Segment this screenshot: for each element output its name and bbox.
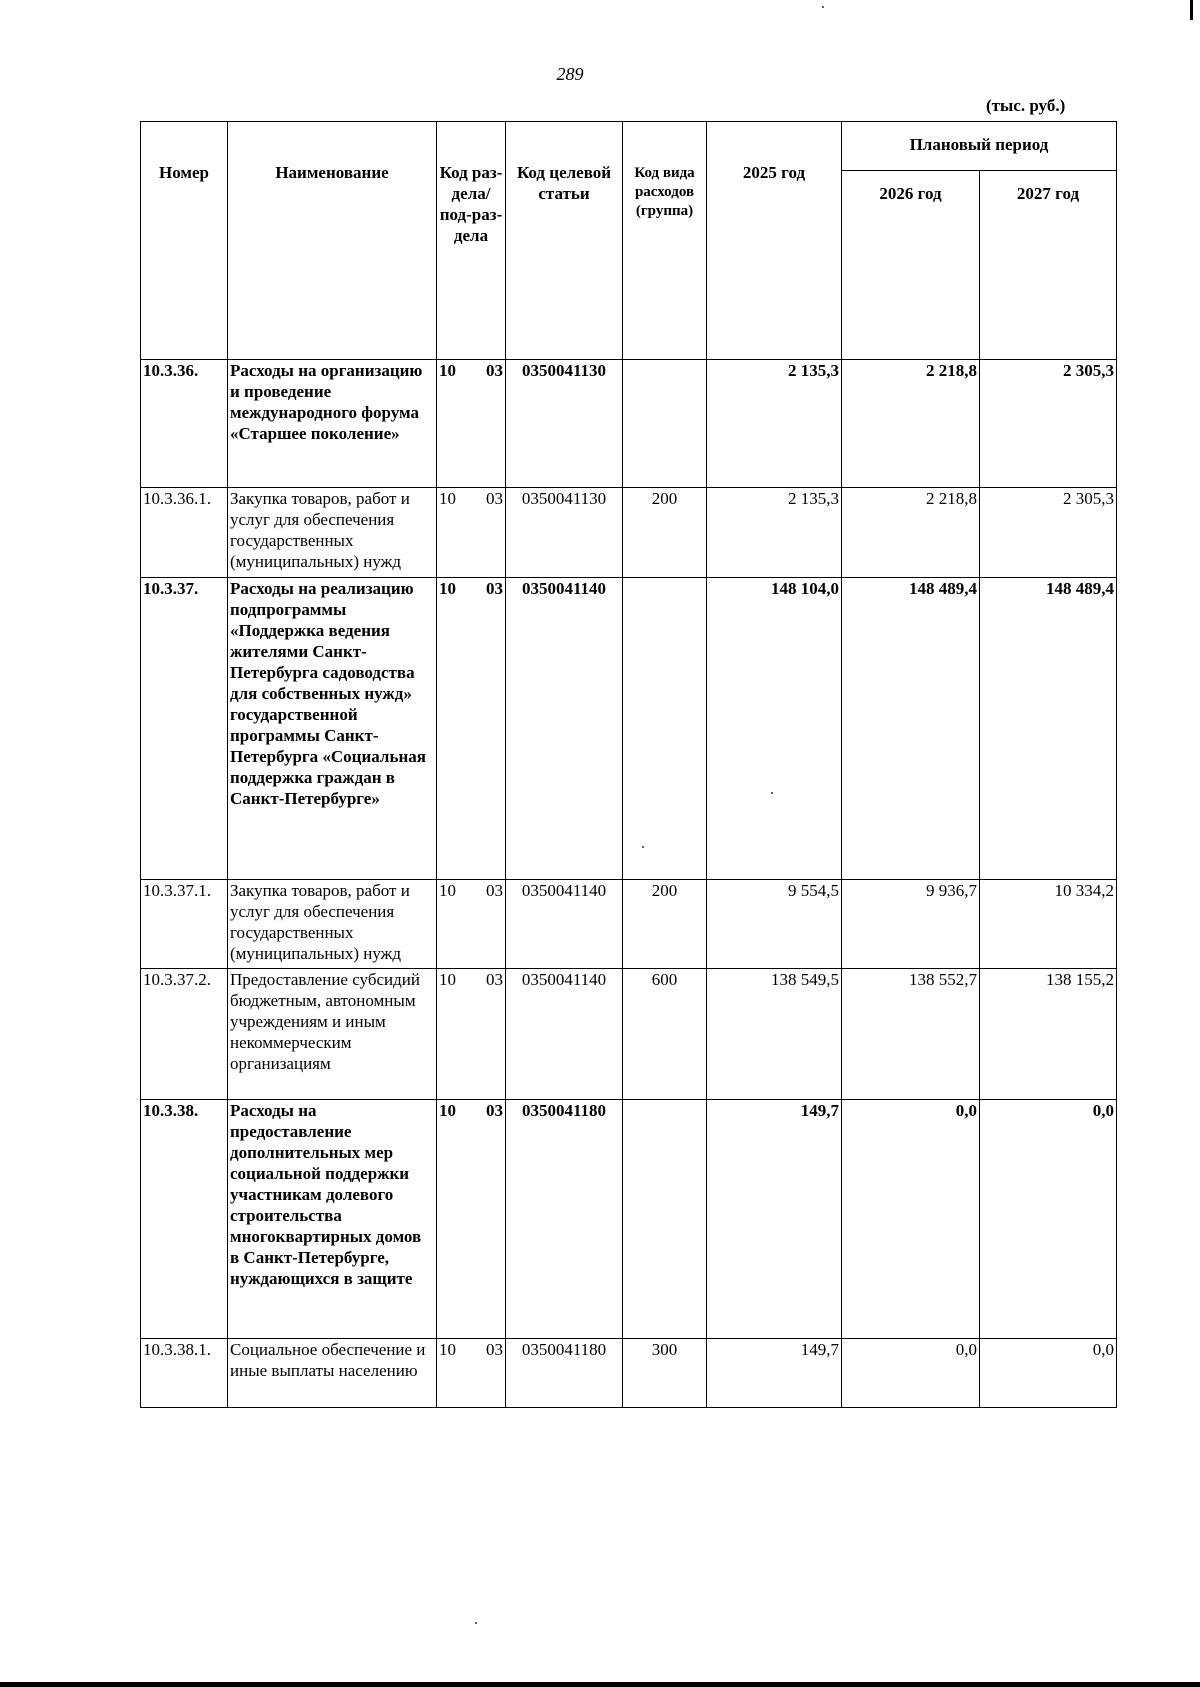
row-number: 10.3.37. bbox=[141, 578, 228, 880]
row-expense-type: 300 bbox=[623, 1339, 707, 1408]
table-row bbox=[141, 1100, 1117, 1339]
header-expense-type-code: Код вида расходов (группа) bbox=[623, 122, 707, 360]
row-name: Предоставление субсидий бюджетным, автономным учреждениям и иным некоммерческим организациям bbox=[228, 969, 437, 1100]
row-value-2026: 138 552,7 bbox=[842, 969, 980, 1100]
row-section: 10 bbox=[439, 1340, 456, 1359]
table-body bbox=[141, 360, 1117, 1408]
row-value-2026: 148 489,4 bbox=[842, 578, 980, 880]
row-value-2027: 2 305,3 bbox=[980, 360, 1117, 488]
row-value-2026: 0,0 bbox=[842, 1100, 980, 1339]
row-section-code bbox=[437, 360, 506, 488]
row-value-2026: 9 936,7 bbox=[842, 880, 980, 969]
row-value-2027: 148 489,4 bbox=[980, 578, 1117, 880]
row-value-2025: 149,7 bbox=[707, 1339, 842, 1408]
budget-table bbox=[140, 121, 1117, 1408]
row-value-2026: 0,0 bbox=[842, 1339, 980, 1408]
row-section-code bbox=[437, 488, 506, 578]
header-number: Номер bbox=[141, 122, 228, 360]
row-name: Социальное обеспечение и иные выплаты населению bbox=[228, 1339, 437, 1408]
row-section: 10 bbox=[439, 579, 456, 598]
row-target-code: 0350041140 bbox=[506, 578, 623, 880]
table-row bbox=[141, 360, 1117, 488]
row-value-2025: 138 549,5 bbox=[707, 969, 842, 1100]
row-number: 10.3.36. bbox=[141, 360, 228, 488]
row-section: 10 bbox=[439, 1101, 456, 1120]
row-value-2026: 2 218,8 bbox=[842, 488, 980, 578]
header-year-2026: 2026 год bbox=[842, 171, 980, 360]
row-section: 10 bbox=[439, 881, 456, 900]
header-section-code: Код раз-дела/ под-раз-дела bbox=[437, 122, 506, 360]
row-value-2025: 2 135,3 bbox=[707, 360, 842, 488]
row-subsection: 03 bbox=[486, 970, 503, 989]
row-expense-type: 600 bbox=[623, 969, 707, 1100]
scan-speck bbox=[475, 1622, 477, 1624]
row-section-code bbox=[437, 1339, 506, 1408]
row-target-code: 0350041130 bbox=[506, 488, 623, 578]
units-label: (тыс. руб.) bbox=[986, 96, 1066, 115]
row-value-2025: 9 554,5 bbox=[707, 880, 842, 969]
header-year-2027: 2027 год bbox=[980, 171, 1117, 360]
row-expense-type: 200 bbox=[623, 488, 707, 578]
row-number: 10.3.36.1. bbox=[141, 488, 228, 578]
header-plan-period: Плановый период bbox=[842, 122, 1117, 171]
row-value-2027: 2 305,3 bbox=[980, 488, 1117, 578]
row-value-2027: 10 334,2 bbox=[980, 880, 1117, 969]
row-value-2025: 148 104,0 bbox=[707, 578, 842, 880]
row-target-code: 0350041180 bbox=[506, 1339, 623, 1408]
row-value-2027: 0,0 bbox=[980, 1100, 1117, 1339]
row-value-2025: 149,7 bbox=[707, 1100, 842, 1339]
row-value-2025: 2 135,3 bbox=[707, 488, 842, 578]
table-row bbox=[141, 1339, 1117, 1408]
table-row bbox=[141, 969, 1117, 1100]
row-section-code bbox=[437, 578, 506, 880]
row-target-code: 0350041140 bbox=[506, 880, 623, 969]
row-subsection: 03 bbox=[486, 881, 503, 900]
header-year-2025: 2025 год bbox=[707, 122, 842, 360]
row-expense-type bbox=[623, 360, 707, 488]
row-target-code: 0350041130 bbox=[506, 360, 623, 488]
row-subsection: 03 bbox=[486, 1101, 503, 1120]
row-section-code bbox=[437, 880, 506, 969]
row-subsection: 03 bbox=[486, 489, 503, 508]
row-name: Закупка товаров, работ и услуг для обеспечения государственных (муниципальных) нужд bbox=[228, 880, 437, 969]
row-section: 10 bbox=[439, 361, 456, 380]
row-number: 10.3.38.1. bbox=[141, 1339, 228, 1408]
header-name: Наименование bbox=[228, 122, 437, 360]
row-expense-type bbox=[623, 578, 707, 880]
row-subsection: 03 bbox=[486, 1340, 503, 1359]
row-section: 10 bbox=[439, 489, 456, 508]
row-number: 10.3.37.1. bbox=[141, 880, 228, 969]
row-expense-type: 200 bbox=[623, 880, 707, 969]
row-number: 10.3.38. bbox=[141, 1100, 228, 1339]
scan-edge-mark bbox=[1190, 0, 1193, 20]
row-section-code bbox=[437, 1100, 506, 1339]
row-number: 10.3.37.2. bbox=[141, 969, 228, 1100]
row-target-code: 0350041140 bbox=[506, 969, 623, 1100]
row-subsection: 03 bbox=[486, 361, 503, 380]
row-name: Расходы на реализацию подпрограммы «Поддержка ведения жителями Санкт-Петербурга садоводства для собственных нужд» государственной программы Санкт-Петербурга «Социальная поддержка граждан в Санкт-Петербурге» bbox=[228, 578, 437, 880]
row-section: 10 bbox=[439, 970, 456, 989]
row-value-2026: 2 218,8 bbox=[842, 360, 980, 488]
table-row bbox=[141, 488, 1117, 578]
scan-bottom-border bbox=[0, 1682, 1200, 1687]
page-number: 289 bbox=[556, 64, 584, 84]
row-name: Расходы на организацию и проведение международного форума «Старшее поколение» bbox=[228, 360, 437, 488]
row-section-code bbox=[437, 969, 506, 1100]
scan-speck bbox=[822, 6, 824, 8]
table-header bbox=[141, 122, 1117, 360]
row-value-2027: 0,0 bbox=[980, 1339, 1117, 1408]
header-target-code: Код целевой статьи bbox=[506, 122, 623, 360]
row-value-2027: 138 155,2 bbox=[980, 969, 1117, 1100]
row-name: Расходы на предоставление дополнительных мер социальной поддержки участникам долевого строительства многоквартирных домов в Санкт-Петербурге, нуждающихся в защите bbox=[228, 1100, 437, 1339]
row-name: Закупка товаров, работ и услуг для обеспечения государственных (муниципальных) нужд bbox=[228, 488, 437, 578]
row-expense-type bbox=[623, 1100, 707, 1339]
table-row bbox=[141, 578, 1117, 880]
row-target-code: 0350041180 bbox=[506, 1100, 623, 1339]
table-row bbox=[141, 880, 1117, 969]
row-subsection: 03 bbox=[486, 579, 503, 598]
